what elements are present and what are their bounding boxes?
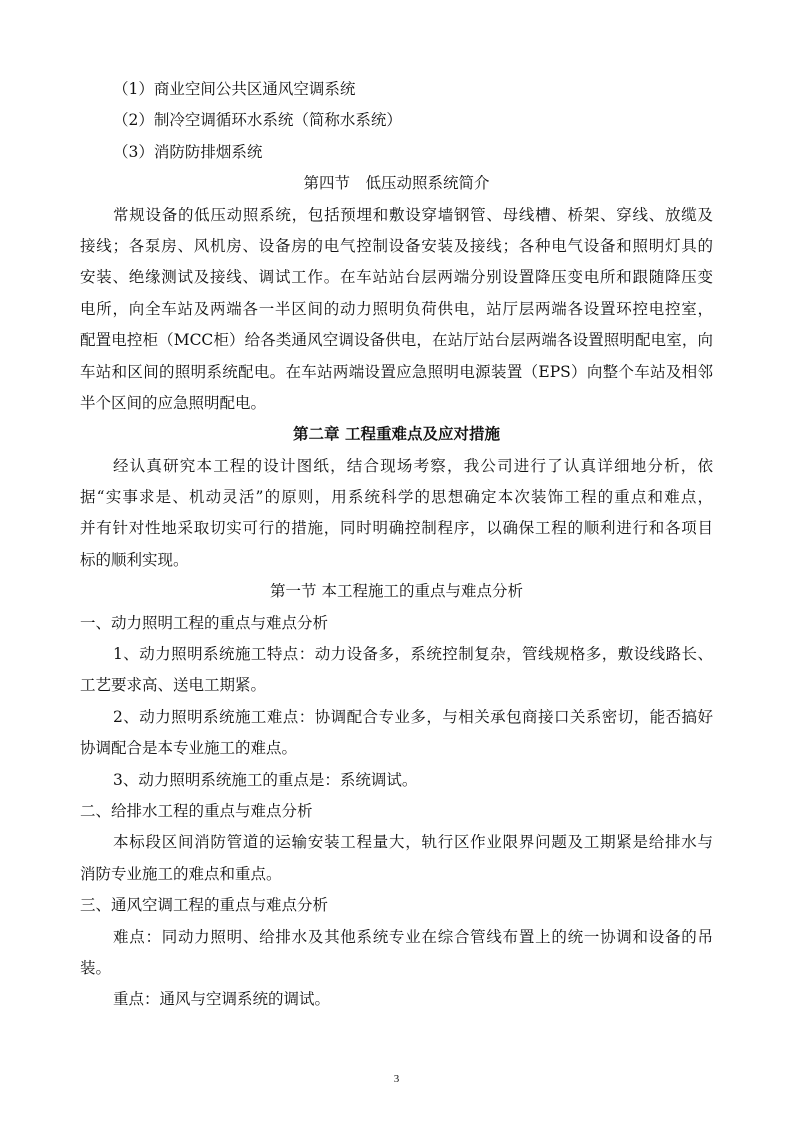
page-number: 3 <box>393 1073 400 1085</box>
section-heading: 第四节 低压动照系统简介 <box>303 174 490 193</box>
text-line: 难点：同动力照明、给排水及其他系统专业在综合管线布置上的统一协调和设备的吊 <box>113 927 713 946</box>
text-line: 装。 <box>80 958 112 977</box>
document-body <box>80 74 713 1016</box>
text-line: 协调配合是本专业施工的难点。 <box>80 739 298 758</box>
text-line: 标的顺利实现。 <box>80 550 189 569</box>
text-line: 接线；各泵房、风机房、设备房的电气控制设备安装及接线；各种电气设备和照明灯具的 <box>80 236 713 255</box>
text-line: 电所，向全车站及两端各一半区间的动力照明负荷供电，站厅层两端各设置环控电控室， <box>80 299 713 318</box>
text-line: 安装、绝缘测试及接线、调试工作。在车站站台层两端分别设置降压变电所和跟随降压变 <box>80 268 713 287</box>
text-line: 半个区间的应急照明配电。 <box>80 393 267 412</box>
text-line: 一、动力照明工程的重点与难点分析 <box>80 613 329 632</box>
text-line: 2、动力照明系统施工难点：协调配合专业多，与相关承包商接口关系密切，能否搞好 <box>113 707 713 726</box>
text-line: 三、通风空调工程的重点与难点分析 <box>80 896 329 915</box>
section-heading: 第一节 本工程施工的重点与难点分析 <box>270 582 523 601</box>
text-line: 配置电控柜（MCC柜）给各类通风空调设备供电，在站厅站台层两端各设置照明配电室，向 <box>80 331 713 350</box>
text-line: 常规设备的低压动照系统，包括预埋和敷设穿墙钢管、母线槽、桥架、穿线、放缆及 <box>113 205 713 224</box>
text-line: 1、动力照明系统施工特点：动力设备多，系统控制复杂，管线规格多，敷设线路长、 <box>113 645 713 664</box>
text-line: 工艺要求高、送电工期紧。 <box>80 676 267 695</box>
text-line: （2）制冷空调循环水系统（简称水系统） <box>113 111 402 130</box>
section-heading: 第二章 工程重难点及应对措施 <box>293 425 500 444</box>
text-line: 消防专业施工的难点和重点。 <box>80 864 282 883</box>
text-line: 重点：通风与空调系统的调试。 <box>113 990 331 1009</box>
text-line: 据“实事求是、机动灵活”的原则，用系统科学的思想确定本次装饰工程的重点和难点， <box>80 488 713 507</box>
text-line: 3、动力照明系统施工的重点是：系统调试。 <box>113 770 418 789</box>
text-line: 车站和区间的照明系统配电。在车站两端设置应急照明电源装置（EPS）向整个车站及相邻 <box>80 362 713 381</box>
text-line: （3）消防防排烟系统 <box>113 142 263 161</box>
text-line: （1）商业空间公共区通风空调系统 <box>113 80 356 98</box>
text-line: 经认真研究本工程的设计图纸，结合现场考察，我公司进行了认真详细地分析，依 <box>113 456 713 475</box>
text-line: 并有针对性地采取切实可行的措施，同时明确控制程序，以确保工程的顺利进行和各项目 <box>80 519 713 538</box>
text-line: 二、给排水工程的重点与难点分析 <box>80 801 313 820</box>
text-line: 本标段区间消防管道的运输安装工程量大，轨行区作业限界问题及工期紧是给排水与 <box>113 833 713 852</box>
